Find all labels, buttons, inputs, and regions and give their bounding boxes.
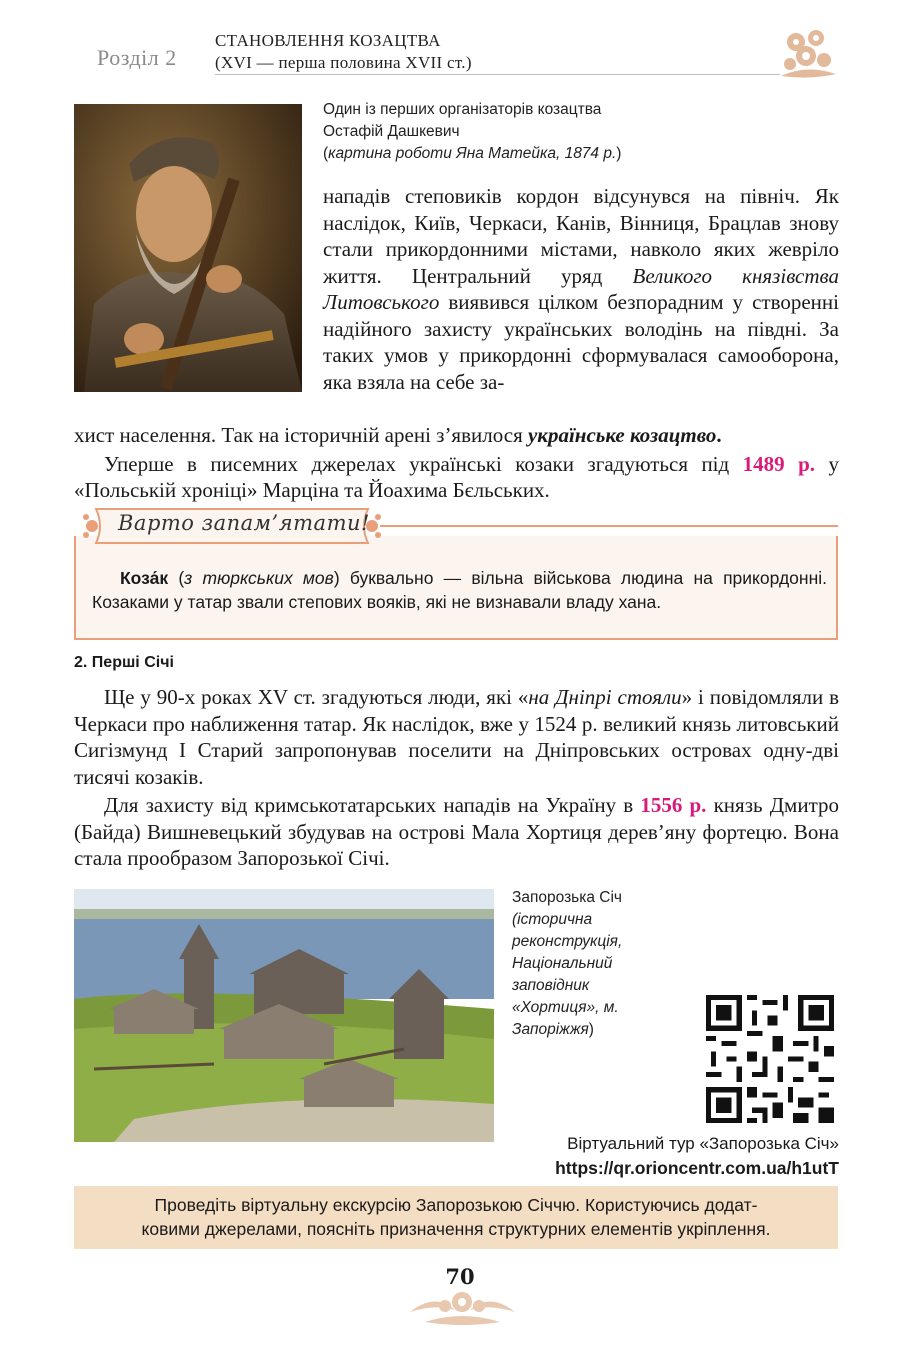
task-line1: Проведіть віртуальну екскурсію Запорозькою Січчю. Користуючись додат- (154, 1195, 758, 1215)
text-run: ( (168, 568, 185, 588)
task-box (74, 1186, 838, 1249)
date-highlight: 1556 р. (640, 793, 707, 817)
text-run: » і повідомляли в Черкаси про наближення татар. Як наслідок, вже у 1524 р. великий князь литовський Сигізмунд I Старий запропонував поселити на Дніпровських островах одну-дві тисячі козаків. (74, 685, 839, 789)
date-highlight: 1489 р. (742, 451, 816, 476)
sich-caption (512, 887, 662, 1041)
portrait-caption-line1: Один із перших організаторів козацтва (323, 101, 602, 118)
chapter-title-line2: (XVI — перша половина XVII ст.) (215, 53, 472, 72)
text-run: Уперше в писемних джерелах українські козаки згадуються під (104, 451, 743, 476)
portrait-caption-line2: Остафій Дашкевич (323, 123, 460, 140)
sich-caption-title: Запорозька Січ (512, 889, 623, 906)
italic-quote: на Дніпрі стояли (528, 685, 682, 709)
text-run: князь Дмитро (Байда) Вишневецький збудував на острові Мала Хортиця дерев’яну фортецю. Вона стала прообразом Запорозької Січі. (74, 793, 839, 870)
defined-term: Коза́к (120, 568, 169, 588)
caption-paren-open: ( (323, 145, 329, 162)
task-line2: ковими джерелами, поясніть призначення структурних елементів укріплення. (141, 1219, 771, 1239)
virtual-tour-link[interactable]: https://qr.orioncentr.com.ua/h1utT (555, 1158, 839, 1178)
sich-photo (74, 889, 494, 1142)
footer-ornament-icon (405, 1282, 520, 1330)
page-number: 70 (445, 1264, 475, 1289)
section-paragraphs (74, 684, 839, 872)
key-term: українське козацтво (527, 423, 717, 447)
caption-paren-close: ) (616, 145, 622, 162)
text-run: ) буквально — вільна військова людина на прикордонні. Козаками у татар звали степових вояків, які не визнавали владу хана. (92, 568, 827, 612)
remember-divider (380, 525, 838, 527)
text-run: нападів степовиків кордон відсунувся на північ. Як наслідок, Київ, Черкаси, Канів, Вінниця, Брацлав знову стали прикордонними містами, навколо яких жевріло життя. Центральний уряд (323, 184, 839, 288)
header-divider (215, 74, 780, 75)
text-run: Для захисту від кримськотатарських нападів на Україну в (104, 793, 641, 817)
portrait-painting (74, 104, 302, 392)
remember-title: Варто запам’ятати! (118, 511, 370, 535)
painting-attribution: картина роботи Яна Матейка, 1874 р. (328, 145, 617, 162)
section-label: Розділ 2 (97, 45, 177, 70)
text-run: у «Польській хроніці» Марціна та Йоахима Бєльських. (74, 451, 839, 502)
italic-term: Великого князівства Литовського (323, 263, 840, 314)
text-run: . (716, 423, 722, 447)
section-heading: 2. Перші Січі (74, 654, 174, 671)
paragraph-continuation (323, 183, 839, 395)
chapter-title (215, 30, 472, 74)
definition-text (92, 566, 827, 614)
term-origin: з тюркських мов (184, 568, 334, 588)
portrait-caption (323, 99, 843, 165)
floral-ornament-icon (776, 24, 840, 82)
chapter-title-line1: СТАНОВЛЕННЯ КОЗАЦТВА (215, 31, 441, 50)
virtual-tour-label: Віртуальний тур «Запорозька Січ» (567, 1134, 839, 1153)
qr-code-icon[interactable] (706, 995, 834, 1123)
sich-caption-details: (історична реконструкція, Національний заповідник «Хортиця», м. Запоріжжя (512, 911, 623, 1038)
text-run: Ще у 90-х роках XV ст. згадуються люди, які « (104, 685, 529, 709)
text-run: хист населення. Так на історичній арені з’явилося (74, 423, 528, 447)
paragraph-full-width (74, 422, 839, 504)
text-run: виявився цілком безпорадним у створенні надійного захисту українських володінь на півдні. За таких умов у прикордонні сформувалася самооборона, яка взяла на себе за- (323, 290, 839, 394)
caption-paren-close: ) (588, 1021, 594, 1038)
virtual-tour-block (480, 1132, 839, 1180)
portrait-caption-line3 (323, 143, 843, 165)
